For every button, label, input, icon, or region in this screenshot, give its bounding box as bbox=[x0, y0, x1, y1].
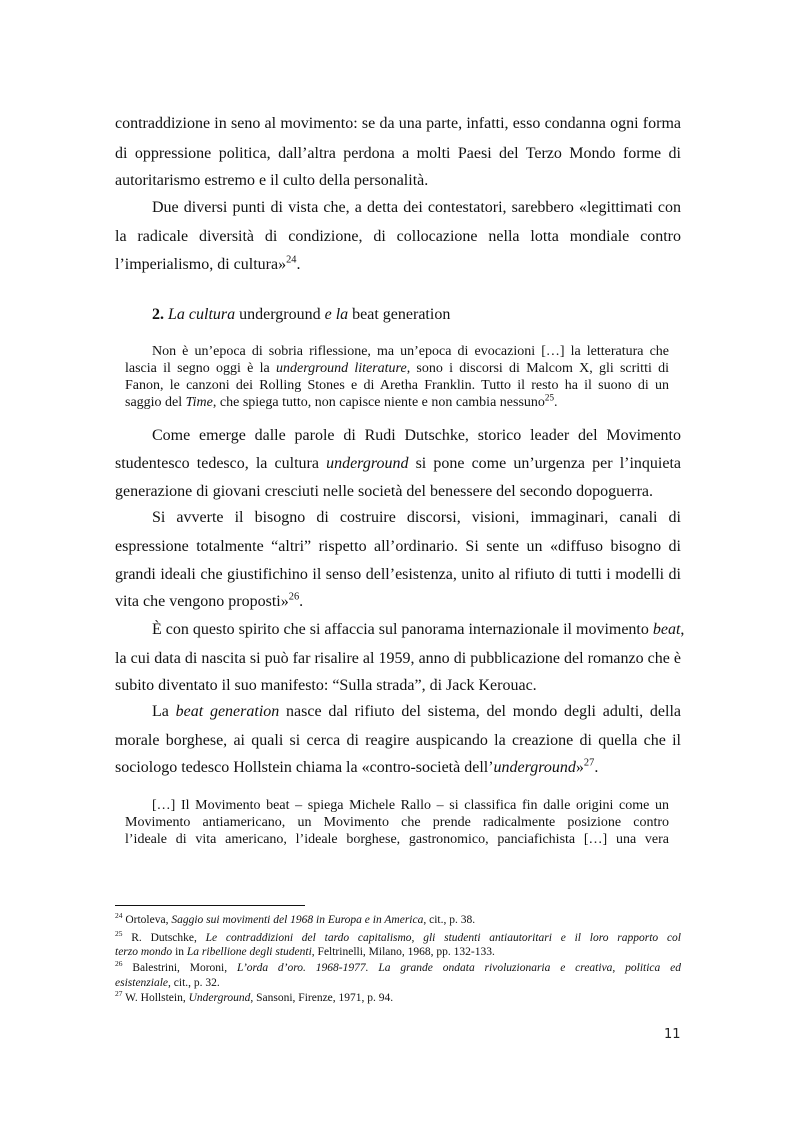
footnote-ref-26[interactable]: 26 bbox=[288, 591, 300, 603]
paragraph-5-line-3: subito diventato il suo manifesto: “Sulla strada”, di Jack Kerouac. bbox=[115, 677, 537, 694]
quote-1-line-3: Fanon, le canzoni dei Rolling Stones e di Aretha Franklin. Tutto il resto ha il suono di un bbox=[125, 378, 669, 393]
paragraph-4-line-2: espressione totalmente “altri” rispetto all’ordinario. Si sente un «diffuso bisogno di bbox=[115, 538, 681, 555]
paragraph-2-line-3: l’imperialismo, di cultura»$^{24}$. bbox=[115, 254, 301, 273]
footnote-26-line-1: $^{26}$ Balestrini, Moroni, L’orda d’oro. 1968-1977. La grande ondata rivoluzionaria e creativa, politica ed bbox=[115, 959, 681, 974]
paragraph-3-line-2: studentesco tedesco, la cultura underground si pone come un’urgenza per l’inquieta bbox=[115, 455, 682, 472]
paragraph-5-line-2: la cui data di nascita si può far risalire al 1959, anno di pubblicazione del romanzo che è bbox=[115, 650, 681, 667]
footnote-27: $^{27}$ W. Hollstein, Underground, Sansoni, Firenze, 1971, p. 94. bbox=[115, 989, 394, 1004]
paragraph-4-line-3: grandi ideali che giustifichino il senso dell’esistenza, unito al rifiuto di tutti i modelli di bbox=[115, 566, 681, 583]
paragraph-2-line-2: la radicale diversità di condizione, di collocazione nella lotta mondiale contro bbox=[115, 228, 681, 245]
footnote-ref-25[interactable]: 25 bbox=[544, 392, 554, 403]
paragraph-5-line-1: È con questo spirito che si affaccia sul panorama internazionale il movimento beat, bbox=[152, 621, 685, 638]
footnote-separator bbox=[115, 905, 305, 906]
footnote-ref-24[interactable]: 24 bbox=[286, 254, 297, 266]
paragraph-3-line-3: generazione di giovani cresciuti nelle società del benessere del secondo dopoguerra. bbox=[115, 483, 653, 500]
paragraph-1-line-1: contraddizione in seno al movimento: se da una parte, infatti, esso condanna ogni forma bbox=[115, 115, 681, 132]
quote-2-line-1: […] Il Movimento beat – spiega Michele Rallo – si classifica fin dalle origini come un bbox=[152, 798, 669, 813]
paragraph-6-line-3: sociologo tedesco Hollstein chiama la «contro-società dell’underground»$^{27}$. bbox=[115, 757, 599, 776]
paragraph-1-line-2: di oppressione politica, dall’altra perdona a molti Paesi del Terzo Mondo forme di bbox=[115, 145, 681, 162]
quote-2-line-2: Movimento antiamericano, un Movimento che prende radicalmente posizione contro bbox=[125, 815, 669, 830]
page-number: 11 bbox=[664, 1027, 681, 1042]
quote-1-line-2: lascia il segno oggi è la underground literature, sono i discorsi di Malcom X, gli scritti di bbox=[125, 361, 669, 376]
section-heading: 2. La cultura underground e la beat generation bbox=[152, 306, 451, 323]
quote-2-line-3: l’ideale di vita americano, l’ideale borghese, gastronomico, panciafichista […] una vera bbox=[125, 832, 669, 847]
paragraph-4-line-4: vita che vengono proposti»$^{26}$. bbox=[115, 591, 304, 610]
paragraph-3-line-1: Come emerge dalle parole di Rudi Dutschke, storico leader del Movimento bbox=[152, 427, 681, 444]
footnote-26-line-2: esistenziale, cit., p. 32. bbox=[115, 977, 220, 989]
quote-1-line-4: saggio del Time, che spiega tutto, non capisce niente e non cambia nessuno$^{25}$. bbox=[125, 392, 558, 410]
quote-1-line-1: Non è un’epoca di sobria riflessione, ma un’epoca di evocazioni […] la letteratura che bbox=[152, 344, 669, 359]
paragraph-6-line-1: La beat generation nasce dal rifiuto del sistema, del mondo degli adulti, della bbox=[152, 703, 682, 720]
paragraph-1-line-3: autoritarismo estremo e il culto della personalità. bbox=[115, 172, 429, 189]
paragraph-2-line-1: Due diversi punti di vista che, a detta dei contestatori, sarebbero «legittimati con bbox=[152, 199, 681, 216]
footnote-24: $^{24}$ Ortoleva, Saggio sui movimenti del 1968 in Europa e in America, cit., p. 38. bbox=[115, 911, 476, 926]
footnote-25-line-2: terzo mondo in La ribellione degli studenti, Feltrinelli, Milano, 1968, pp. 132-133. bbox=[115, 946, 495, 958]
footnote-ref-27[interactable]: 27 bbox=[583, 757, 595, 769]
paragraph-4-line-1: Si avverte il bisogno di costruire discorsi, visioni, immaginari, canali di bbox=[152, 509, 681, 526]
footnote-25-line-1: $^{25}$ R. Dutschke, Le contraddizioni del tardo capitalismo, gli studenti antiautoritari e il loro rapporto col bbox=[115, 929, 681, 944]
paragraph-6-line-2: morale borghese, ai quali si cerca di reagire auspicando la creazione di quella che il bbox=[115, 732, 681, 749]
